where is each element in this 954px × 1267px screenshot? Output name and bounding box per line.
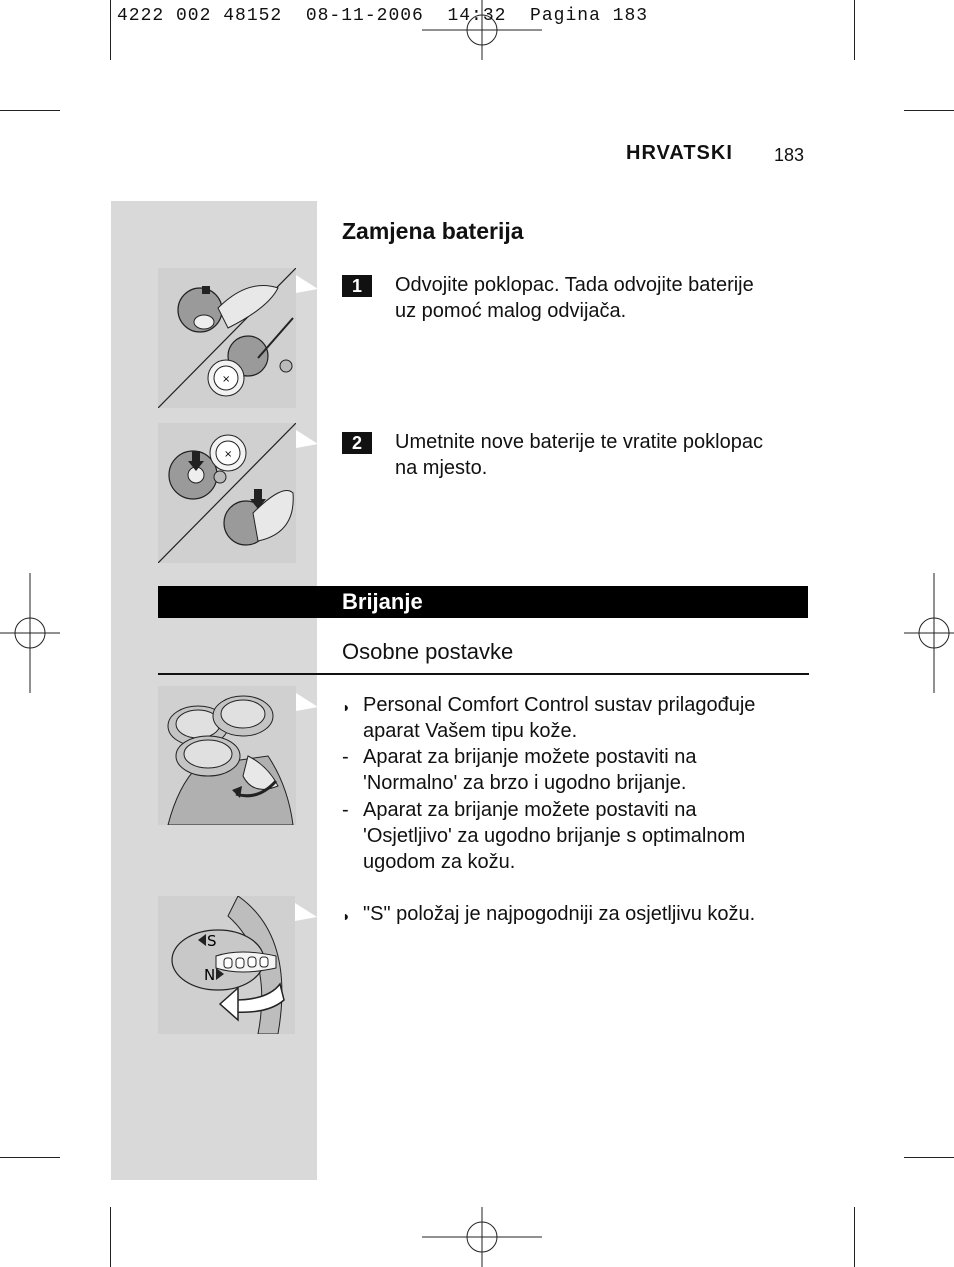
text-line: uz pomoć malog odvijača.	[395, 300, 627, 322]
dash-marker: -	[342, 746, 349, 768]
text-line: Odvojite poklopac. Tada odvojite baterije	[395, 274, 754, 296]
text-line: Personal Comfort Control sustav prilagođuje	[363, 694, 756, 716]
pointer-arrow-icon	[296, 430, 318, 452]
text-line: na mjesto.	[395, 457, 488, 479]
subsection-title: Osobne postavke	[342, 639, 514, 664]
battery-insert-illustration	[158, 423, 296, 563]
step-2-text	[395, 429, 763, 481]
pointer-arrow-icon	[295, 903, 317, 925]
text-line: aparat Vašem tipu kože.	[363, 720, 578, 742]
section-header-bar	[158, 586, 808, 618]
dash-marker: -	[342, 799, 349, 821]
step-number-1: 1	[342, 275, 372, 297]
section-title-battery: Zamjena baterija	[342, 218, 524, 244]
svg-text:×: ×	[224, 449, 233, 460]
subsection-rule	[158, 673, 809, 675]
svg-text:×: ×	[222, 374, 231, 385]
page-number: 183	[774, 145, 805, 165]
shaver-illustration	[158, 686, 296, 825]
page-language: HRVATSKI	[626, 142, 733, 164]
s-position-bullet	[342, 901, 812, 927]
normal-setting-item	[342, 744, 812, 796]
text-line: Umetnite nove baterije te vratite poklopac	[395, 431, 763, 453]
step-1-text	[395, 272, 754, 324]
print-header: 4222 002 48152 08-11-2006 14:32 Pagina 183	[117, 6, 649, 26]
dial-label-n: N	[204, 966, 216, 984]
battery-removal-illustration	[158, 268, 296, 408]
sensitive-setting-item	[342, 797, 812, 875]
comfort-control-bullet	[342, 692, 812, 744]
dial-label-s: S	[207, 932, 217, 950]
bullet-icon: ◗	[342, 908, 351, 924]
text-line: 'Osjetljivo' za ugodno brijanje s optimalnom	[363, 825, 746, 847]
pointer-arrow-icon	[296, 693, 318, 715]
text-line: "S" položaj je najpogodniji za osjetljivu kožu.	[363, 903, 756, 925]
text-line: 'Normalno' za brzo i ugodno brijanje.	[363, 772, 687, 794]
section-title-shaving: Brijanje	[342, 589, 423, 614]
step-number-2: 2	[342, 432, 372, 454]
setting-dial-illustration	[158, 896, 295, 1034]
text-line: Aparat za brijanje možete postaviti na	[363, 799, 697, 821]
bullet-icon: ◗	[342, 699, 351, 715]
text-line: Aparat za brijanje možete postaviti na	[363, 746, 697, 768]
text-line: ugodom za kožu.	[363, 851, 516, 873]
pointer-arrow-icon	[296, 275, 318, 297]
